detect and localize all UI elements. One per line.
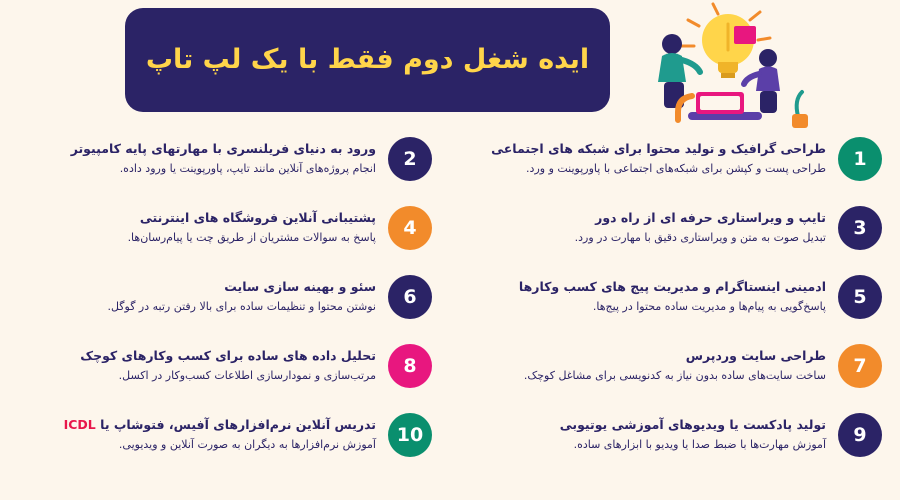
item-number-badge: 3	[838, 206, 882, 250]
item-title: تحلیل داده های ساده برای کسب وکارهای کوچک	[80, 347, 376, 363]
item-title: تولید پادکست یا ویدیوهای آموزشی یوتیوبی	[559, 416, 826, 432]
list-item[interactable]	[450, 400, 900, 469]
item-text	[468, 209, 826, 247]
list-item[interactable]	[450, 262, 900, 331]
item-number-badge: 7	[838, 344, 882, 388]
item-subtitle: تبدیل صوت به متن و ویراستاری دقیق با مهارت در ورد.	[574, 230, 826, 244]
item-title-parts	[22, 416, 376, 434]
item-text	[468, 140, 826, 178]
item-number-badge: 1	[838, 137, 882, 181]
item-text	[468, 416, 826, 454]
item-number-badge: 2	[388, 137, 432, 181]
list-item[interactable]	[0, 331, 450, 400]
item-subtitle: نوشتن محتوا و تنظیمات ساده برای بالا رفتن رتبه در گوگل.	[107, 299, 376, 313]
item-subtitle: مرتب‌سازی و نمودارسازی اطلاعات کسب‌وکار در اکسل.	[118, 368, 376, 382]
item-text	[18, 278, 376, 316]
people-with-lightbulb-illustration	[600, 0, 830, 140]
page-title: ایده شغل دوم فقط با یک لپ تاپ	[145, 44, 590, 76]
item-text	[18, 140, 376, 178]
item-subtitle: پاسخ به سوالات مشتریان از طریق چت یا پیام‌رسان‌ها.	[127, 230, 376, 244]
item-title: تایپ و ویراستاری حرفه ای از راه دور	[595, 209, 826, 225]
list-item[interactable]	[450, 331, 900, 400]
item-number-badge: 4	[388, 206, 432, 250]
item-number-badge: 5	[838, 275, 882, 319]
item-subtitle: انجام پروژه‌های آنلاین مانند تایپ، پاورپوینت یا ورود داده.	[119, 161, 376, 175]
item-title: ادمینی اینستاگرام و مدیریت پیج های کسب وکارها	[518, 278, 826, 294]
item-text	[468, 347, 826, 385]
item-title: پشتیبانی آنلاین فروشگاه های اینترنتی	[139, 209, 376, 225]
item-subtitle: پاسخ‌گویی به پیام‌ها و مدیریت ساده محتوا در پیج‌ها.	[592, 299, 826, 313]
header-banner	[125, 8, 610, 112]
item-title: طراحی سایت وردپرس	[685, 347, 826, 363]
item-title: ورود به دنیای فریلنسری با مهارتهای پایه کامپیوتر	[70, 140, 376, 156]
list-item[interactable]	[0, 193, 450, 262]
list-item[interactable]	[0, 262, 450, 331]
item-number-badge: 10	[388, 413, 432, 457]
item-title-highlight: ICDL	[63, 416, 96, 432]
list-item[interactable]	[0, 400, 450, 469]
item-number-badge: 8	[388, 344, 432, 388]
item-title-text: تدریس آنلاین نرم‌افزارهای آفیس، فتوشاپ یا	[95, 416, 376, 432]
item-text	[18, 209, 376, 247]
item-text	[18, 347, 376, 385]
item-number-badge: 9	[838, 413, 882, 457]
items-grid	[0, 124, 900, 494]
item-text	[18, 416, 376, 454]
item-title: سئو و بهینه سازی سایت	[224, 278, 376, 294]
list-item[interactable]	[450, 124, 900, 193]
list-item[interactable]	[450, 193, 900, 262]
item-title: طراحی گرافیک و تولید محتوا برای شبکه های اجتماعی	[491, 140, 826, 156]
item-subtitle: آموزش مهارت‌ها با ضبط صدا یا ویدیو با ابزارهای ساده.	[573, 437, 826, 451]
item-subtitle: طراحی پست و کپشن برای شبکه‌های اجتماعی با پاورپوینت و ورد.	[526, 161, 826, 175]
item-number-badge: 6	[388, 275, 432, 319]
item-subtitle: ساخت سایت‌های ساده بدون نیاز به کدنویسی برای مشاغل کوچک.	[523, 368, 826, 382]
list-item[interactable]	[0, 124, 450, 193]
item-text	[468, 278, 826, 316]
item-subtitle: آموزش نرم‌افزارها به دیگران به صورت آنلاین و ویدیویی.	[118, 437, 376, 451]
